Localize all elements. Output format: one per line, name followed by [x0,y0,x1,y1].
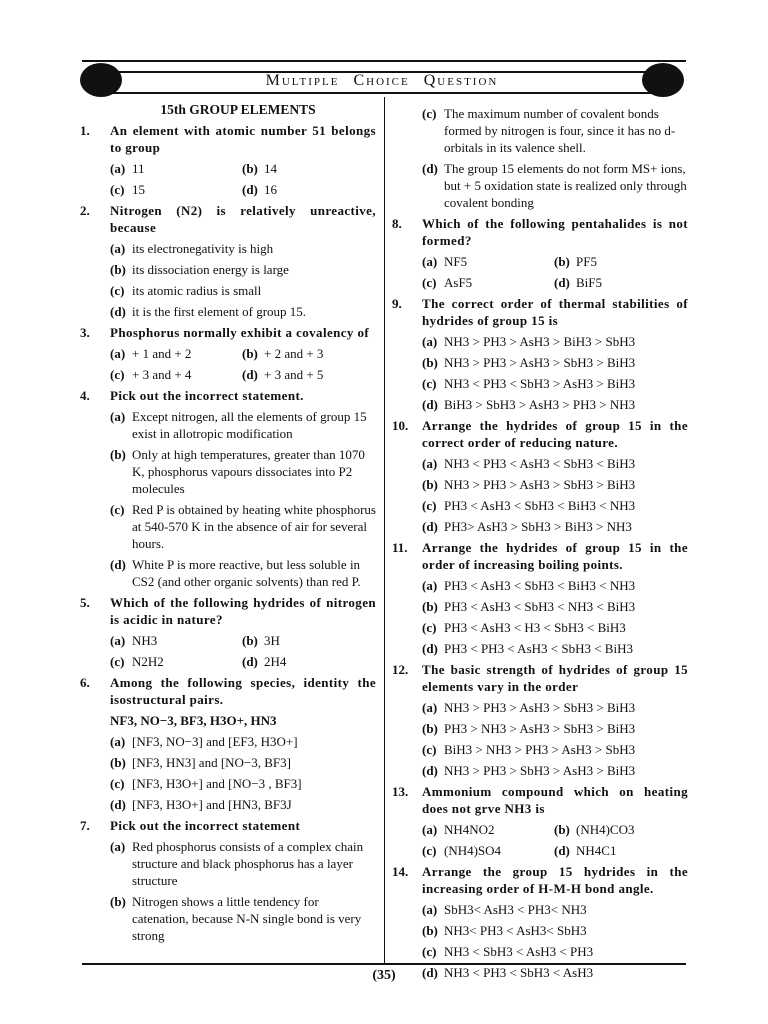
right-question-list [392,215,688,981]
banner-title: Multiple Choice Question [265,72,499,89]
left-column [80,101,376,944]
option-row [110,345,376,362]
option [422,821,554,838]
option-letter: (a) [110,734,126,749]
option-letter: (a) [422,334,438,349]
option-text: PH3 > NH3 > AsH3 > SbH3 > BiH3 [444,721,636,736]
right-column [392,101,688,981]
question-number: 3. [80,325,90,340]
option [110,181,242,198]
question-text: Which of the following hydrides of nitrogen is acidic in nature? [110,595,376,627]
option-text: + 2 and + 3 [264,346,324,361]
option [422,640,688,657]
option [422,497,688,514]
option [110,775,376,792]
option-letter: (c) [422,106,437,121]
question-text: Which of the following pentahalides is not formed? [422,216,688,248]
option-text: [NF3, HN3] and [NO−3, BF3] [132,755,291,770]
option [422,922,688,939]
question-number: 11. [392,540,408,555]
option-text: NH3 [132,633,158,648]
option [110,446,376,497]
option [110,366,242,383]
option-text: 3H [264,633,280,648]
option [110,796,376,813]
option-letter: (c) [422,843,437,858]
question-number: 2. [80,203,90,218]
option-text: NF5 [444,254,468,269]
option-row [422,253,688,270]
question-number: 9. [392,296,402,311]
option-text: Red P is obtained by heating white phosphorus at 540-570 K in the absence of air for several hours. [132,502,376,551]
option-row [422,842,688,859]
option [242,653,374,670]
question-block [392,215,688,291]
option [110,653,242,670]
option-text: NH3 > PH3 > AsH3 > SbH3 > BiH3 [444,700,636,715]
option-letter: (c) [110,776,125,791]
question-block [80,122,376,198]
section-title [100,101,376,118]
header-banner [80,63,684,97]
option [242,345,374,362]
option-letter: (c) [422,620,437,635]
option-letter: (d) [110,797,126,812]
question-block [392,661,688,779]
option [422,375,688,392]
option [110,838,376,889]
option-letter: (a) [110,241,126,256]
option [242,160,374,177]
question-text: Phosphorus normally exhibit a covalency of [110,325,370,340]
option-row [110,160,376,177]
option-text: NH3 > PH3 > AsH3 > SbH3 > BiH3 [444,477,636,492]
option-text: + 1 and + 2 [132,346,192,361]
option-text: [NF3, NO−3] and [EF3, H3O+] [132,734,298,749]
question-text: Ammonium compound which on heating does not grve NH3 is [422,784,688,816]
option-text: The group 15 elements do not form MS+ ions, but + 5 oxidation state is realized only through covalent bonding [444,161,687,210]
option-letter: (d) [422,763,438,778]
option-text: [NF3, H3O+] and [NO−3 , BF3] [132,776,302,791]
option-letter: (b) [422,599,438,614]
option [110,408,376,442]
option-letter: (b) [554,254,570,269]
question-number: 10. [392,418,409,433]
option [422,333,688,350]
option-letter: (d) [422,641,438,656]
option [110,160,242,177]
option-text: NH3 < PH3 < SbH3 < AsH3 [444,965,594,980]
question [392,215,688,249]
option-text: PH3 < AsH3 < SbH3 < NH3 < BiH3 [444,599,636,614]
option-letter: (c) [422,275,437,290]
left-question-list [80,122,376,944]
option-row [110,366,376,383]
option-text: NH3 > PH3 > AsH3 > SbH3 > BiH3 [444,355,636,370]
option-text: PH3 < PH3 < AsH3 < SbH3 < BiH3 [444,641,633,656]
option-text: BiH3 > SbH3 > AsH3 > PH3 > NH3 [444,397,636,412]
option-letter: (a) [110,839,126,854]
question [392,539,688,573]
option-text: White P is more reactive, but less soluble in CS2 (and other organic solvents) than red P. [132,557,361,589]
option-text: NH3 < PH3 < AsH3 < SbH3 < BiH3 [444,456,636,471]
option-row [422,274,688,291]
question-block [80,674,376,813]
option-text: 2H4 [264,654,287,669]
question [80,817,376,834]
option-letter: (d) [422,161,438,176]
option-text: (NH4)SO4 [444,843,502,858]
option-row [110,632,376,649]
option-text: NH3 < PH3 < SbH3 > AsH3 > BiH3 [444,376,636,391]
question [392,417,688,451]
question-number: 13. [392,784,409,799]
option-letter: (c) [110,502,125,517]
question-text: Nitrogen (N2) is relatively unreactive, because [110,203,376,235]
option-letter: (b) [242,346,258,361]
question-text: Pick out the incorrect statement [110,818,301,833]
question [392,863,688,897]
option [422,253,554,270]
option-text: 14 [264,161,277,176]
question-text: Arrange the group 15 hydrides in the increasing order of H-M-H bond angle. [422,864,688,896]
option-letter: (c) [422,944,437,959]
option-letter: (c) [110,367,125,382]
column-divider [384,97,385,963]
bottom-rule [82,963,686,965]
option [110,240,376,257]
option-letter: (d) [242,182,258,197]
option-text: its electronegativity is high [132,241,274,256]
option-text: BiH3 > NH3 > PH3 > AsH3 > SbH3 [444,742,636,757]
top-rule [82,60,686,62]
option-text: 15 [132,182,145,197]
option-text: Except nitrogen, all the elements of group 15 exist in allotropic modification [132,409,367,441]
option-letter: (b) [110,755,126,770]
question [80,387,376,404]
option [422,160,688,211]
option-letter: (d) [554,843,570,858]
option-text: PH3> AsH3 > SbH3 > BiH3 > NH3 [444,519,632,534]
option [110,632,242,649]
option [242,632,374,649]
option-letter: (d) [554,275,570,290]
option [554,821,686,838]
option-letter: (c) [110,283,125,298]
question-number: 1. [80,123,90,138]
question-number: 14. [392,864,409,879]
option-letter: (a) [422,456,438,471]
option-text: NH3 > PH3 > SbH3 > AsH3 > BiH3 [444,763,636,778]
option-letter: (d) [422,519,438,534]
option [110,261,376,278]
option-letter: (a) [422,578,438,593]
option [422,842,554,859]
option-letter: (d) [110,304,126,319]
question-block [392,417,688,535]
option-letter: (a) [422,822,438,837]
option [242,181,374,198]
option-text: its atomic radius is small [132,283,262,298]
question [80,324,376,341]
option-letter: (d) [422,965,438,980]
option-text: AsF5 [444,275,473,290]
option-letter: (c) [422,498,437,513]
option-letter: (d) [110,557,126,572]
page-number: (35) [372,968,396,983]
question-number: 8. [392,216,402,231]
option [422,619,688,636]
option-letter: (b) [242,161,258,176]
option [422,105,688,156]
option-row [110,181,376,198]
section-title-text: 15th GROUP ELEMENTS [160,102,316,117]
question-text: An element with atomic number 51 belongs to group [110,123,376,155]
question [80,122,376,156]
question [392,295,688,329]
option-text: PH3 < AsH3 < SbH3 < BiH3 < NH3 [444,578,636,593]
question-block [80,387,376,590]
option [110,303,376,320]
question-number: 12. [392,662,409,677]
question [392,783,688,817]
option-letter: (c) [110,182,125,197]
option-text: Nitrogen shows a little tendency for catenation, because N-N single bond is very strong [132,894,362,943]
option-letter: (c) [110,654,125,669]
question [392,661,688,695]
option-text: (NH4)CO3 [576,822,635,837]
option [110,556,376,590]
option [422,598,688,615]
option-letter: (b) [242,633,258,648]
question-block [80,817,376,944]
question-text: Among the following species, identity the isostructural pairs. [110,675,376,707]
option-letter: (a) [422,700,438,715]
option-letter: (b) [422,355,438,370]
option-letter: (a) [110,409,126,424]
option [554,274,686,291]
option [110,893,376,944]
option-text: PH3 < AsH3 < H3 < SbH3 < BiH3 [444,620,626,635]
option-letter: (a) [422,254,438,269]
option [110,754,376,771]
question-number: 4. [80,388,90,403]
option [422,943,688,960]
option-text: its dissociation energy is large [132,262,289,277]
option-letter: (b) [422,721,438,736]
question [80,674,376,708]
option [422,699,688,716]
option [422,741,688,758]
option-text: + 3 and + 4 [132,367,192,382]
option-text: BiF5 [576,275,603,290]
option-text: NH3 > PH3 > AsH3 > BiH3 > SbH3 [444,334,636,349]
question-text: Pick out the incorrect statement. [110,388,304,403]
option-letter: (a) [110,633,126,648]
option-letter: (b) [554,822,570,837]
question-block [392,295,688,413]
question [80,594,376,628]
option [422,396,688,413]
option-row [422,821,688,838]
option [242,366,374,383]
question-block [80,594,376,670]
option-letter: (c) [422,376,437,391]
option-row [110,653,376,670]
question-number: 5. [80,595,90,610]
option-letter: (b) [110,447,126,462]
option [422,901,688,918]
option-text: Only at high temperatures, greater than 1070 K, phosphorus vapours dissociates into P2 molecules [132,447,365,496]
option-text: N2H2 [132,654,164,669]
option-letter: (a) [110,346,126,361]
option [554,842,686,859]
option-letter: (d) [242,654,258,669]
option-letter: (c) [422,742,437,757]
option [110,282,376,299]
question-block [80,324,376,383]
option [422,455,688,472]
option-letter: (b) [422,477,438,492]
question-block [392,539,688,657]
option [422,354,688,371]
question [80,202,376,236]
option-text: [NF3, H3O+] and [HN3, BF3J [132,797,292,812]
option-letter: (b) [422,923,438,938]
question-block [80,202,376,320]
question-text: Arrange the hydrides of group 15 in the correct order of reducing nature. [422,418,688,450]
option [422,577,688,594]
question-text: The correct order of thermal stabilities of hydrides of group 15 is [422,296,688,328]
option [422,762,688,779]
option-letter: (d) [242,367,258,382]
option-letter: (a) [422,902,438,917]
question-text: The basic strength of hydrides of group 15 elements vary in the order [422,662,688,694]
continued-options [392,105,688,211]
option [110,345,242,362]
option-text: NH4NO2 [444,822,495,837]
option [110,733,376,750]
question-number: 6. [80,675,90,690]
option-text: + 3 and + 5 [264,367,324,382]
question-number: 7. [80,818,90,833]
option [110,501,376,552]
option-text: NH4C1 [576,843,617,858]
option-text: NH3< PH3 < AsH3< SbH3 [444,923,587,938]
option-letter: (b) [110,262,126,277]
option [422,476,688,493]
option-text: SbH3< AsH3 < PH3< NH3 [444,902,587,917]
option [554,253,686,270]
option-letter: (b) [110,894,126,909]
option-text: Red phosphorus consists of a complex chain structure and black phosphorus has a layer structure [132,839,364,888]
option [422,274,554,291]
option-text: it is the first element of group 15. [132,304,307,319]
option-text: NH3 < SbH3 < AsH3 < PH3 [444,944,594,959]
question-block [392,783,688,859]
question-text: Arrange the hydrides of group 15 in the order of increasing boiling points. [422,540,688,572]
option-text: PH3 < AsH3 < SbH3 < BiH3 < NH3 [444,498,636,513]
option-text: PF5 [576,254,597,269]
option-text: 16 [264,182,277,197]
option-text: 11 [132,161,145,176]
species-list: NF3, NO−3, BF3, H3O+, HN3 [110,713,277,728]
option-text: The maximum number of covalent bonds formed by nitrogen is four, since it has no d-orbitals in its valence shell. [444,106,676,155]
option-letter: (d) [422,397,438,412]
option [422,720,688,737]
option-letter: (a) [110,161,126,176]
option [422,518,688,535]
